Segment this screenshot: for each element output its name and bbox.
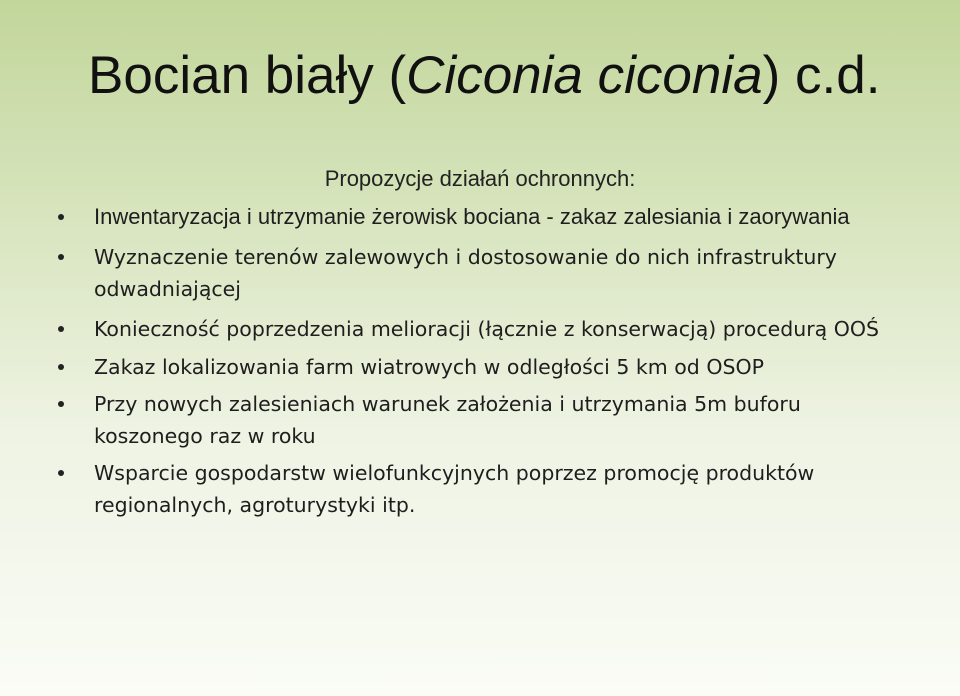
bullet-text: Zakaz lokalizowania farm wiatrowych w odległości 5 km od OSOP <box>94 355 764 379</box>
slide-title <box>88 44 880 108</box>
bullet-dot-icon <box>58 214 64 220</box>
title-suffix: ) c.d. <box>762 46 881 105</box>
bullet-dot-icon <box>58 254 64 260</box>
title-latin-name: Ciconia ciconia <box>406 46 763 105</box>
bullet-item <box>56 351 916 383</box>
bullet-item <box>56 201 916 233</box>
bullet-item <box>56 457 916 521</box>
bullet-item <box>56 313 916 345</box>
bullet-text: Wsparcie gospodarstw wielofunkcyjnych poprzez promocję produktów regionalnych, agroturystyki itp. <box>94 461 815 517</box>
title-prefix: Bocian biały ( <box>88 46 407 105</box>
bullet-text: Przy nowych zalesieniach warunek założenia i utrzymania 5m buforu koszonego raz w roku <box>94 392 801 448</box>
bullet-dot-icon <box>58 326 64 332</box>
bullet-item <box>56 241 916 305</box>
bullet-dot-icon <box>58 401 64 407</box>
bullet-item <box>56 388 916 452</box>
slide-subtitle <box>0 164 960 194</box>
bullet-text: Wyznaczenie terenów zalewowych i dostosowanie do nich infrastruktury odwadniającej <box>94 245 837 301</box>
bullet-text: Konieczność poprzedzenia melioracji (łącznie z konserwacją) procedurą OOŚ <box>94 317 879 341</box>
bullet-text: Inwentaryzacja i utrzymanie żerowisk bociana - zakaz zalesiania i zaorywania <box>94 204 850 229</box>
subtitle-text: Propozycje działań ochronnych: <box>324 166 636 191</box>
bullet-dot-icon <box>58 470 64 476</box>
bullet-list <box>56 201 916 521</box>
bullet-dot-icon <box>58 364 64 370</box>
